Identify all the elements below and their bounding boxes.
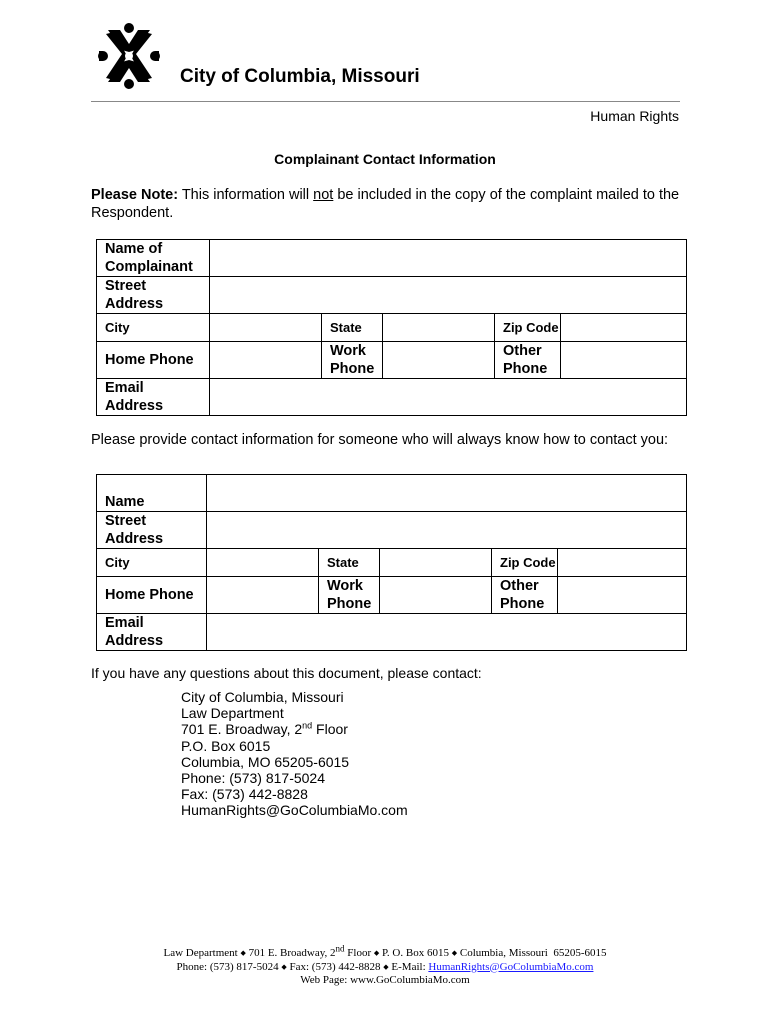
department-name: Law Department: [181, 705, 284, 722]
complainant-zip-field[interactable]: [561, 314, 687, 342]
home-phone-label: Home Phone: [97, 342, 210, 379]
contact-address-block: [181, 689, 408, 819]
city-zip: Columbia, MO 65205-6015: [181, 753, 350, 770]
contact-street-field[interactable]: [207, 512, 687, 549]
other-phone-label: Other Phone: [495, 342, 561, 379]
diamond-icon: ◆: [281, 962, 287, 971]
diamond-icon: ◆: [451, 949, 458, 957]
table-row: [97, 240, 687, 277]
street-label: Street Address: [97, 277, 210, 314]
email-address: HumanRights@GoColumbiaMo.com: [181, 802, 408, 819]
note-label: Please Note:: [91, 187, 179, 203]
complainant-state-field[interactable]: [383, 314, 495, 342]
email-label: Email Address: [97, 379, 210, 416]
complainant-email-field[interactable]: [210, 379, 687, 416]
department-name: Human Rights: [590, 108, 679, 124]
contact-home-phone-field[interactable]: [207, 577, 319, 614]
org-name: City of Columbia, Missouri: [181, 689, 344, 705]
home-phone-label: Home Phone: [97, 577, 207, 614]
please-note: [91, 186, 691, 222]
city-label: City: [97, 549, 207, 577]
zip-label: Zip Code: [495, 314, 561, 342]
note-emphasis: not: [313, 187, 334, 203]
complainant-city-field[interactable]: [210, 314, 322, 342]
table-row: [97, 475, 687, 512]
footer-email-link[interactable]: HumanRights@GoColumbiaMo.com: [428, 960, 594, 973]
complainant-home-phone-field[interactable]: [210, 342, 322, 379]
complainant-name-field[interactable]: [210, 240, 687, 277]
footer-line-3: Web Page: www.GoColumbiaMo.com: [300, 974, 470, 986]
phone-number: Phone: (573) 817-5024: [181, 770, 325, 787]
contact-other-phone-field[interactable]: [558, 577, 687, 614]
city-logo-icon: [96, 20, 162, 92]
street-label: Street Address: [97, 512, 207, 549]
table-row: [97, 314, 687, 342]
other-phone-label: Other Phone: [492, 577, 558, 614]
contact-city-field[interactable]: [207, 549, 319, 577]
alternate-contact-table: [96, 474, 687, 651]
contact-state-field[interactable]: [380, 549, 492, 577]
note-text-before: This information will: [178, 187, 314, 203]
state-label: State: [322, 314, 383, 342]
diamond-icon: ◆: [373, 949, 380, 957]
state-label: State: [319, 549, 380, 577]
complainant-street-field[interactable]: [210, 277, 687, 314]
table-row: [97, 614, 687, 651]
complainant-other-phone-field[interactable]: [561, 342, 687, 379]
work-phone-label: Work Phone: [319, 577, 380, 614]
table-row: [97, 342, 687, 379]
po-box: P.O. Box 6015: [181, 737, 271, 754]
footer-line-2: Phone: (573) 817-5024 ◆ Fax: (573) 442-8828 ◆ E-Mail: HumanRights@GoColumbiaMo.com: [176, 960, 594, 973]
city-title: City of Columbia, Missouri: [180, 66, 420, 87]
contact-zip-field[interactable]: [558, 549, 687, 577]
contact-prompt: Please provide contact information for someone who will always know how to contact you:: [91, 432, 669, 448]
complainant-work-phone-field[interactable]: [383, 342, 495, 379]
table-row: [97, 512, 687, 549]
email-label: Email Address: [97, 614, 207, 651]
form-title: Complainant Contact Information: [274, 151, 496, 167]
diamond-icon: ◆: [383, 962, 389, 971]
complainant-table: [96, 239, 687, 416]
contact-work-phone-field[interactable]: [380, 577, 492, 614]
note-text-after: be included in the copy of the complaint mailed to the Respondent.: [91, 187, 680, 221]
fax-number: Fax: (573) 442-8828: [181, 786, 308, 803]
table-row: [97, 549, 687, 577]
contact-name-field[interactable]: [207, 475, 687, 512]
page-footer: [0, 943, 770, 988]
questions-text: If you have any questions about this document, please contact:: [91, 665, 482, 681]
table-row: [97, 577, 687, 614]
city-label: City: [97, 314, 210, 342]
name-label: Name: [97, 475, 207, 512]
table-row: [97, 277, 687, 314]
name-label: Name of Complainant: [97, 240, 210, 277]
table-row: [97, 379, 687, 416]
work-phone-label: Work Phone: [322, 342, 383, 379]
header-divider: [91, 101, 680, 102]
street-address: 701 E. Broadway, 2nd Floor: [181, 720, 348, 738]
footer-line-1: Law Department ◆ 701 E. Broadway, 2nd Floor ◆ P. O. Box 6015 ◆ Columbia, Missouri 65205-6015: [163, 943, 607, 959]
diamond-icon: ◆: [240, 949, 246, 957]
zip-label: Zip Code: [492, 549, 558, 577]
contact-email-field[interactable]: [207, 614, 687, 651]
